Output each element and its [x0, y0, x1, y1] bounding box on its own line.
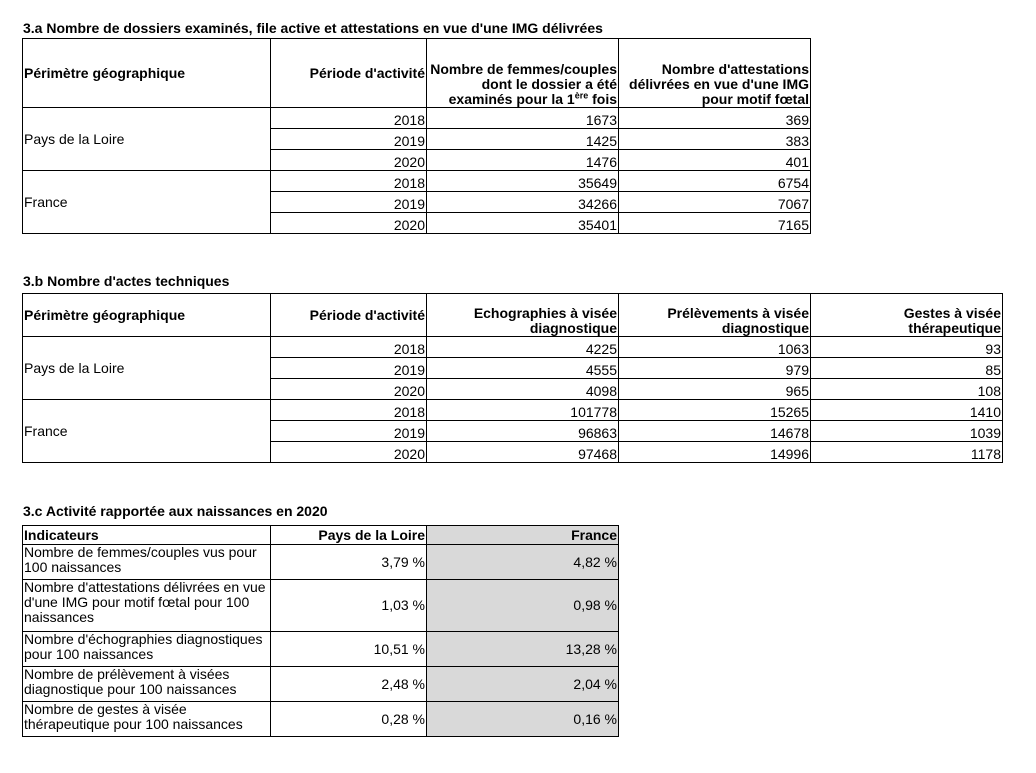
- france-value: 2,04 %: [427, 667, 619, 702]
- pdl-value: 0,28 %: [271, 702, 427, 737]
- france-value: 0,16 %: [427, 702, 619, 737]
- year-cell: 2019: [271, 192, 427, 213]
- indicator-label: Nombre de femmes/couples vus pour 100 naissances: [23, 545, 271, 580]
- region-cell: France: [23, 400, 271, 463]
- year-cell: 2018: [271, 108, 427, 129]
- table-row: [23, 667, 619, 702]
- echo-cell: 4225: [427, 337, 619, 358]
- gestes-cell: 93: [811, 337, 1003, 358]
- header-women: [427, 39, 619, 108]
- section-a-title: 3.a Nombre de dossiers examinés, file active et attestations en vue d'une IMG délivrées: [23, 20, 603, 36]
- region-cell: Pays de la Loire: [23, 108, 271, 171]
- indicator-label: Nombre de gestes à visée thérapeutique pour 100 naissances: [23, 702, 271, 737]
- header-women-main: Nombre de femmes/couples dont le dossier a été examinés pour la 1: [430, 61, 617, 107]
- year-cell: 2020: [271, 213, 427, 234]
- region-cell: France: [23, 171, 271, 234]
- women-cell: 1425: [427, 129, 619, 150]
- france-value: 13,28 %: [427, 632, 619, 667]
- table-row: [23, 580, 619, 632]
- header-pdl: Pays de la Loire: [271, 526, 427, 545]
- table-row: [23, 545, 619, 580]
- section-c-title: 3.c Activité rapportée aux naissances en 2020: [23, 503, 328, 519]
- header-region: Périmètre géographique: [23, 294, 271, 337]
- year-cell: 2018: [271, 171, 427, 192]
- prelev-cell: 965: [619, 379, 811, 400]
- indicator-label: Nombre d'attestations délivrées en vue d'une IMG pour motif fœtal pour 100 naissances: [23, 580, 271, 632]
- france-value: 0,98 %: [427, 580, 619, 632]
- attest-cell: 369: [619, 108, 811, 129]
- header-attestations: Nombre d'attestations délivrées en vue d'une IMG pour motif fœtal: [619, 39, 811, 108]
- table-row: [23, 702, 619, 737]
- year-cell: 2019: [271, 129, 427, 150]
- gestes-cell: 1039: [811, 421, 1003, 442]
- prelev-cell: 1063: [619, 337, 811, 358]
- echo-cell: 96863: [427, 421, 619, 442]
- header-echo: Echographies à visée diagnostique: [427, 294, 619, 337]
- table-row: [23, 400, 1003, 421]
- table-row: [23, 108, 811, 129]
- header-gestes: Gestes à visée thérapeutique: [811, 294, 1003, 337]
- women-cell: 1476: [427, 150, 619, 171]
- table-b: [22, 293, 1003, 463]
- year-cell: 2020: [271, 379, 427, 400]
- table-c: [22, 525, 619, 737]
- pdl-value: 10,51 %: [271, 632, 427, 667]
- header-women-tail: fois: [588, 91, 617, 107]
- women-cell: 35401: [427, 213, 619, 234]
- women-cell: 34266: [427, 192, 619, 213]
- attest-cell: 7067: [619, 192, 811, 213]
- gestes-cell: 85: [811, 358, 1003, 379]
- pdl-value: 3,79 %: [271, 545, 427, 580]
- header-period: Période d'activité: [271, 294, 427, 337]
- prelev-cell: 15265: [619, 400, 811, 421]
- table-row: [23, 171, 811, 192]
- prelev-cell: 14996: [619, 442, 811, 463]
- year-cell: 2020: [271, 442, 427, 463]
- year-cell: 2018: [271, 337, 427, 358]
- year-cell: 2019: [271, 358, 427, 379]
- section-b-title: 3.b Nombre d'actes techniques: [23, 273, 230, 289]
- prelev-cell: 979: [619, 358, 811, 379]
- pdl-value: 2,48 %: [271, 667, 427, 702]
- echo-cell: 4555: [427, 358, 619, 379]
- header-france: France: [427, 526, 619, 545]
- region-cell: Pays de la Loire: [23, 337, 271, 400]
- indicator-label: Nombre d'échographies diagnostiques pour 100 naissances: [23, 632, 271, 667]
- header-indicator: Indicateurs: [23, 526, 271, 545]
- echo-cell: 4098: [427, 379, 619, 400]
- table-a: [22, 38, 811, 234]
- women-cell: 35649: [427, 171, 619, 192]
- year-cell: 2020: [271, 150, 427, 171]
- gestes-cell: 1410: [811, 400, 1003, 421]
- table-row: [23, 337, 1003, 358]
- pdl-value: 1,03 %: [271, 580, 427, 632]
- attest-cell: 401: [619, 150, 811, 171]
- header-women-sup: ère: [574, 90, 589, 101]
- echo-cell: 97468: [427, 442, 619, 463]
- france-value: 4,82 %: [427, 545, 619, 580]
- gestes-cell: 1178: [811, 442, 1003, 463]
- indicator-label: Nombre de prélèvement à visées diagnostique pour 100 naissances: [23, 667, 271, 702]
- attest-cell: 383: [619, 129, 811, 150]
- attest-cell: 7165: [619, 213, 811, 234]
- header-prelev: Prélèvements à visée diagnostique: [619, 294, 811, 337]
- year-cell: 2018: [271, 400, 427, 421]
- prelev-cell: 14678: [619, 421, 811, 442]
- echo-cell: 101778: [427, 400, 619, 421]
- header-region: Périmètre géographique: [23, 39, 271, 108]
- year-cell: 2019: [271, 421, 427, 442]
- attest-cell: 6754: [619, 171, 811, 192]
- header-period: Période d'activité: [271, 39, 427, 108]
- table-row: [23, 632, 619, 667]
- gestes-cell: 108: [811, 379, 1003, 400]
- women-cell: 1673: [427, 108, 619, 129]
